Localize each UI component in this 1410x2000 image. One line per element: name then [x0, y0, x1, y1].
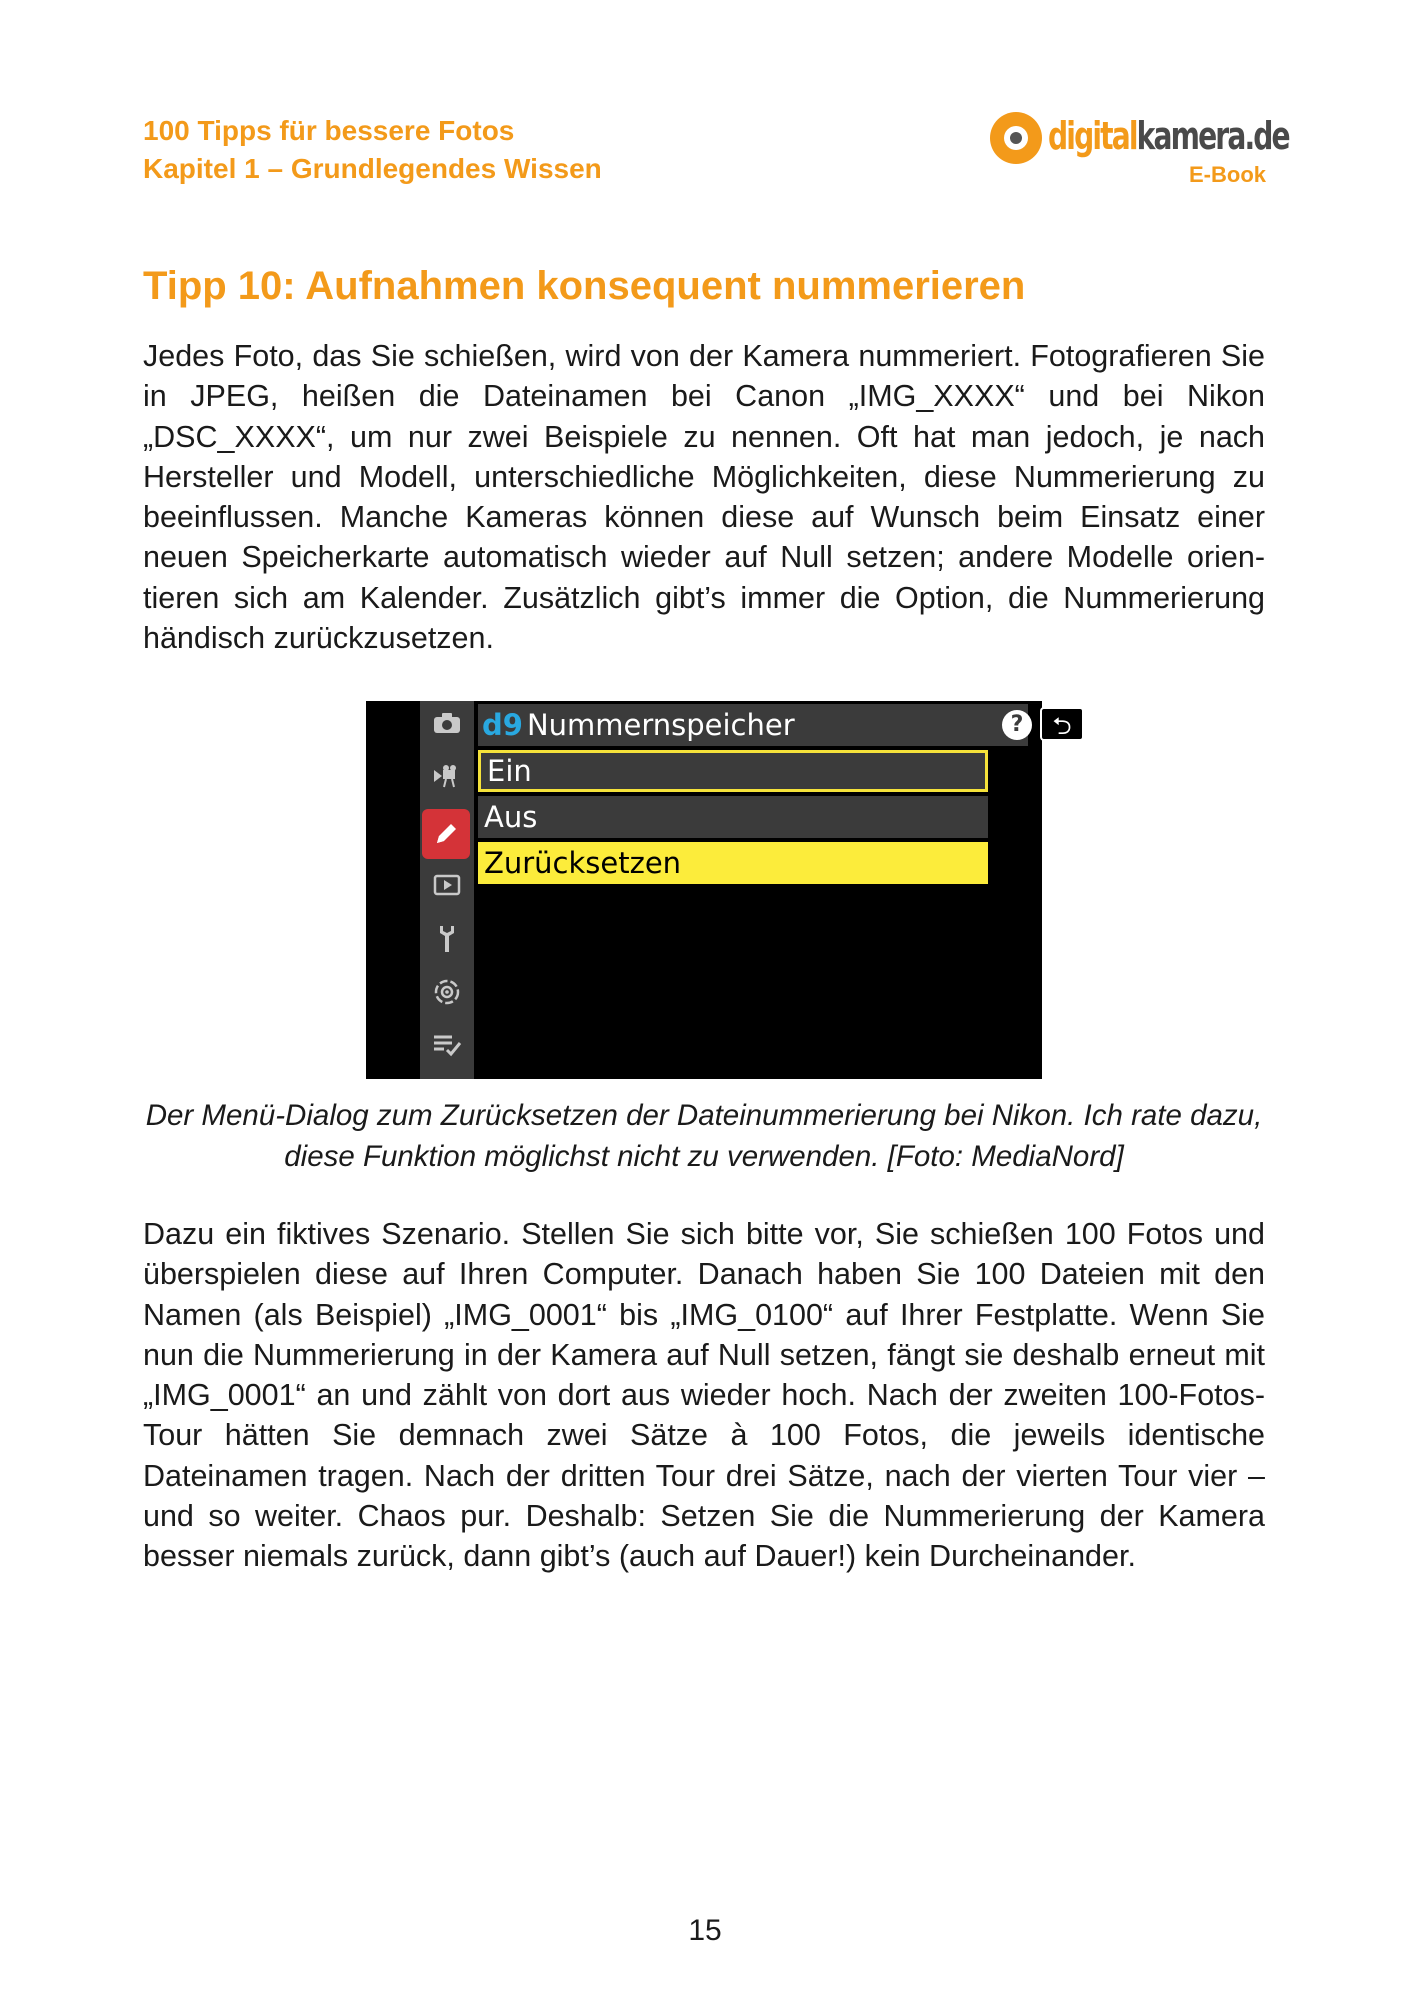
wrench-icon — [420, 920, 474, 958]
page-number: 15 — [688, 1914, 722, 1947]
intro-paragraph: Jedes Foto, das Sie schießen, wird von der Kamera nummeriert. Fotografieren Sie in JPEG, heißen die Dateinamen bei Canon „IMG_XXXX“ und bei Nikon „DSC_XXXX“, um nur zwei Beispiele zu nennen. Oft hat man jedoch, je nach Hersteller und Modell, unterschiedliche Möglichkeiten, diese Nummerierung zu beeinflussen. Manche Kameras können diese auf Wunsch beim Einsatz einer neuen Speicherkarte automatisch wieder auf Null setzen; andere Modelle orientieren sich am Kalender. Zusätzlich gibt’s immer die Option, die Nummerierung händisch zurückzusetzen. — [143, 339, 1265, 656]
digitalkamera-logo — [990, 110, 1289, 190]
chapter-title: Kapitel 1 – Grundlegendes Wissen — [143, 153, 602, 184]
menu-option-aus[interactable]: Aus — [478, 796, 988, 838]
menu-option-zuruecksetzen[interactable]: Zurücksetzen — [478, 842, 988, 884]
logo-subtitle: E-Book — [1189, 162, 1266, 187]
menu-option-ein[interactable]: Ein — [478, 750, 988, 792]
scenario-paragraph: Dazu ein fiktives Szenario. Stellen Sie sich bitte vor, Sie schießen 100 Fotos und überspielen diese auf Ihren Computer. Danach haben Sie 100 Dateien mit den Namen (als Beispiel) „IMG_0001“ bis „IMG_0100“ auf Ihrer Festplatte. Wenn Sie nun die Nummerierung in der Kamera auf Null setzen, fängt sie deshalb erneut mit „IMG_0001“ an und zählt von dort aus wieder hoch. Nach der zweiten 100-Fotos-Tour hätten Sie demnach zwei Sätze à 100 Fotos, die jeweils identische Dateinamen tragen. Nach der dritten Tour drei Sätze, nach der vierten Tour vier – und so weiter. Chaos pur. Deshalb: Setzen Sie die Nummerierung der Kamera besser niemals zurück, dann gibt’s (auch auf Dauer!) kein Durcheinander. — [143, 1217, 1265, 1574]
my-menu-icon — [420, 1026, 474, 1064]
page-header — [143, 112, 602, 188]
tip-heading: Tipp 10: Aufnahmen konsequent nummerieren — [143, 264, 1026, 308]
back-icon[interactable]: ⮌ — [1040, 707, 1084, 741]
image-caption: Der Menü-Dialog zum Zurücksetzen der Dateinummerierung bei Nikon. Ich rate dazu, diese Funktion möglichst nicht zu verwenden. [Foto: MediaNord] — [145, 1099, 1263, 1173]
book-title: 100 Tipps für bessere Fotos — [143, 115, 515, 146]
playback-icon — [420, 866, 474, 904]
camera-menu-sidebar — [420, 701, 474, 1079]
menu-title: Nummernspeicher — [526, 708, 795, 742]
menu-code: d9 — [482, 708, 523, 742]
camera-menu-screenshot — [366, 701, 1072, 1079]
camera-icon — [420, 704, 474, 742]
help-icon[interactable]: ? — [1002, 710, 1032, 740]
pencil-icon — [422, 809, 470, 859]
network-icon — [420, 973, 474, 1011]
video-camera-icon — [420, 757, 474, 795]
camera-menu-header — [478, 704, 1072, 746]
logo-ring-icon — [990, 112, 1042, 164]
logo-wordmark: digitalkamera.de — [1048, 114, 1289, 158]
